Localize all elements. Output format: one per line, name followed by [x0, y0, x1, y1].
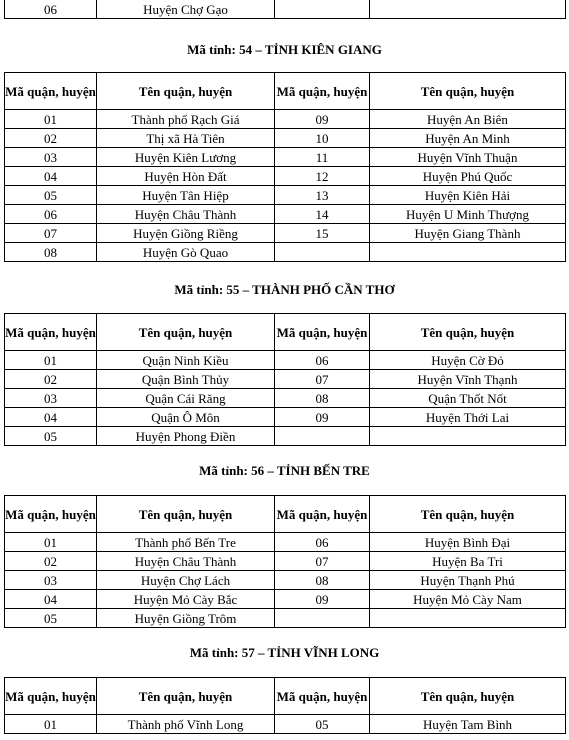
district-name: Huyện Thới Lai	[370, 408, 566, 427]
district-code: 01	[5, 110, 97, 129]
district-code: 09	[275, 408, 370, 427]
district-name: Huyện Phong Điền	[97, 427, 275, 446]
district-code: 05	[5, 427, 97, 446]
district-name	[370, 427, 566, 446]
district-code: 06	[275, 533, 370, 552]
district-name: Quận Cái Răng	[97, 389, 275, 408]
col-header-code: Mã quận, huyện	[5, 314, 97, 351]
table-header	[5, 678, 566, 715]
district-name: Huyện U Minh Thượng	[370, 205, 566, 224]
district-name: Quận Bình Thủy	[97, 370, 275, 389]
col-header-name: Tên quận, huyện	[97, 73, 275, 110]
district-name: Huyện An Biên	[370, 110, 566, 129]
col-header-name: Tên quận, huyện	[370, 73, 566, 110]
province-title: Mã tỉnh: 57 – TỈNH VĨNH LONG	[189, 645, 380, 660]
table-row	[5, 427, 566, 446]
district-name: Huyện Cờ Đỏ	[370, 351, 566, 370]
col-header-name: Tên quận, huyện	[370, 496, 566, 533]
district-code: 08	[275, 389, 370, 408]
table-row	[5, 148, 566, 167]
province-table-vinh-long	[4, 677, 566, 734]
district-code: 04	[5, 408, 97, 427]
district-name: Huyện Chợ Lách	[97, 571, 275, 590]
district-name: Huyện Gò Quao	[97, 243, 275, 262]
district-code: 01	[5, 351, 97, 370]
district-name: Huyện Giồng Riềng	[97, 224, 275, 243]
district-code: 04	[5, 590, 97, 609]
district-name	[370, 243, 566, 262]
table-header	[5, 73, 566, 110]
col-header-name: Tên quận, huyện	[370, 678, 566, 715]
table-row	[5, 715, 566, 734]
district-code: 04	[5, 167, 97, 186]
district-name: Huyện Châu Thành	[97, 205, 275, 224]
district-name: Huyện An Minh	[370, 129, 566, 148]
district-code: 05	[5, 186, 97, 205]
table-row	[5, 571, 566, 590]
col-header-name: Tên quận, huyện	[97, 678, 275, 715]
district-code: 05	[275, 715, 370, 734]
col-header-code: Mã quận, huyện	[5, 678, 97, 715]
district-name: Huyện Thạnh Phú	[370, 571, 566, 590]
table-row	[5, 186, 566, 205]
table-row	[5, 0, 566, 19]
district-name: Huyện Kiên Hải	[370, 186, 566, 205]
district-code: 02	[5, 129, 97, 148]
district-name: Huyện Hòn Đất	[97, 167, 275, 186]
district-name: Huyện Bình Đại	[370, 533, 566, 552]
district-code: 10	[275, 129, 370, 148]
prev-province-table	[4, 0, 566, 19]
district-code: 06	[5, 0, 97, 19]
district-name: Quận Thốt Nốt	[370, 389, 566, 408]
table-row	[5, 224, 566, 243]
table-row	[5, 590, 566, 609]
col-header-code: Mã quận, huyện	[275, 678, 370, 715]
province-table-kien-giang	[4, 72, 566, 262]
district-code: 03	[5, 389, 97, 408]
table-row	[5, 609, 566, 628]
province-table-can-tho	[4, 313, 566, 446]
table-row	[5, 408, 566, 427]
table-row	[5, 370, 566, 389]
district-code: 09	[275, 110, 370, 129]
district-code: 08	[5, 243, 97, 262]
district-name: Huyện Vĩnh Thạnh	[370, 370, 566, 389]
district-name	[370, 609, 566, 628]
district-code: 07	[5, 224, 97, 243]
province-table-ben-tre	[4, 495, 566, 628]
col-header-code: Mã quận, huyện	[275, 314, 370, 351]
district-code: 05	[5, 609, 97, 628]
province-title: Mã tỉnh: 55 – THÀNH PHỐ CẦN THƠ	[174, 282, 395, 297]
table-header	[5, 314, 566, 351]
district-code: 03	[5, 148, 97, 167]
district-name: Huyện Tam Bình	[370, 715, 566, 734]
col-header-name: Tên quận, huyện	[370, 314, 566, 351]
col-header-code: Mã quận, huyện	[275, 73, 370, 110]
table-row	[5, 205, 566, 224]
district-name: Huyện Giồng Trôm	[97, 609, 275, 628]
district-code: 01	[5, 715, 97, 734]
district-code: 06	[5, 205, 97, 224]
table-row	[5, 533, 566, 552]
table-row	[5, 167, 566, 186]
district-code	[275, 243, 370, 262]
district-name: Thành phố Vĩnh Long	[97, 715, 275, 734]
district-name: Huyện Mỏ Cày Nam	[370, 590, 566, 609]
district-name: Huyện Chợ Gạo	[97, 0, 275, 19]
district-name: Huyện Tân Hiệp	[97, 186, 275, 205]
table-row	[5, 110, 566, 129]
table-row	[5, 243, 566, 262]
district-name: Huyện Kiên Lương	[97, 148, 275, 167]
district-code	[275, 0, 370, 19]
district-name: Quận Ninh Kiều	[97, 351, 275, 370]
district-code: 02	[5, 370, 97, 389]
table-row	[5, 389, 566, 408]
province-title: Mã tỉnh: 56 – TỈNH BẾN TRE	[199, 463, 370, 478]
col-header-name: Tên quận, huyện	[97, 314, 275, 351]
district-name: Thành phố Bến Tre	[97, 533, 275, 552]
district-name: Huyện Phú Quốc	[370, 167, 566, 186]
district-name: Huyện Vĩnh Thuận	[370, 148, 566, 167]
table-row	[5, 552, 566, 571]
district-name: Huyện Châu Thành	[97, 552, 275, 571]
table-header	[5, 496, 566, 533]
district-name: Huyện Giang Thành	[370, 224, 566, 243]
col-header-code: Mã quận, huyện	[5, 73, 97, 110]
district-name: Thị xã Hà Tiên	[97, 129, 275, 148]
district-code: 15	[275, 224, 370, 243]
district-code: 11	[275, 148, 370, 167]
district-name	[370, 0, 566, 19]
district-name: Huyện Mỏ Cày Bắc	[97, 590, 275, 609]
table-row	[5, 129, 566, 148]
district-name: Quận Ô Môn	[97, 408, 275, 427]
district-code: 09	[275, 590, 370, 609]
district-code: 08	[275, 571, 370, 590]
province-title: Mã tỉnh: 54 – TỈNH KIÊN GIANG	[187, 42, 382, 57]
district-code	[275, 427, 370, 446]
col-header-code: Mã quận, huyện	[5, 496, 97, 533]
district-code: 07	[275, 552, 370, 571]
district-code: 03	[5, 571, 97, 590]
district-code: 14	[275, 205, 370, 224]
district-code: 01	[5, 533, 97, 552]
district-code: 02	[5, 552, 97, 571]
district-name: Huyện Ba Tri	[370, 552, 566, 571]
table-row	[5, 351, 566, 370]
col-header-name: Tên quận, huyện	[97, 496, 275, 533]
district-code	[275, 609, 370, 628]
col-header-code: Mã quận, huyện	[275, 496, 370, 533]
district-code: 06	[275, 351, 370, 370]
district-code: 12	[275, 167, 370, 186]
district-code: 07	[275, 370, 370, 389]
district-code: 13	[275, 186, 370, 205]
district-name: Thành phố Rạch Giá	[97, 110, 275, 129]
